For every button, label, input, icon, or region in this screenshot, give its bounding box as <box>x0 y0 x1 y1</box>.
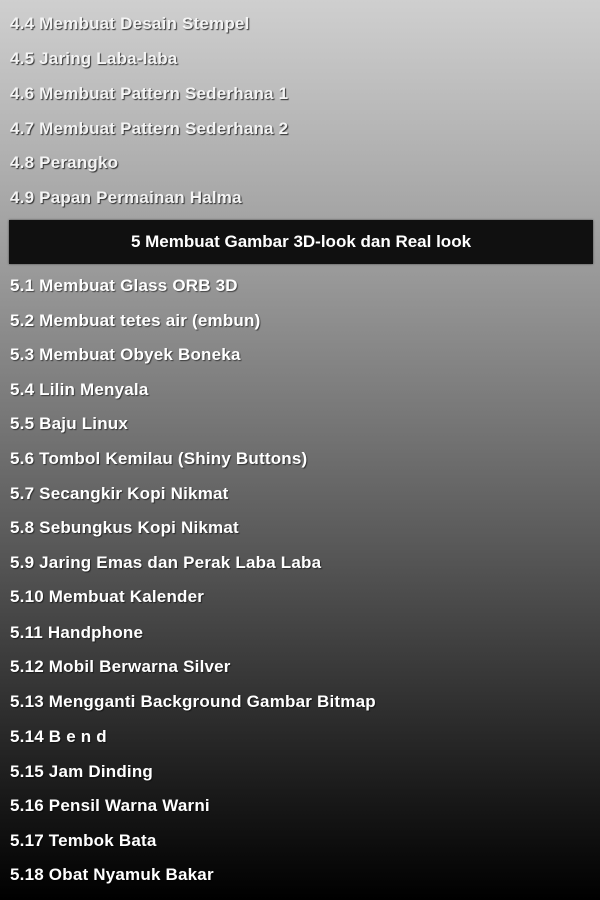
list-item-5-4[interactable]: 5.4 Lilin Menyala <box>10 380 149 399</box>
list-item-5-3[interactable]: 5.3 Membuat Obyek Boneka <box>10 345 241 364</box>
list-item-4-6[interactable]: 4.6 Membuat Pattern Sederhana 1 <box>10 84 289 103</box>
list-item-5-7[interactable]: 5.7 Secangkir Kopi Nikmat <box>10 484 229 503</box>
list-item-5-16[interactable]: 5.16 Pensil Warna Warni <box>10 796 210 815</box>
list-item-5-1[interactable]: 5.1 Membuat Glass ORB 3D <box>10 276 238 295</box>
list-item-5-17[interactable]: 5.17 Tembok Bata <box>10 831 157 850</box>
list-item-5-5[interactable]: 5.5 Baju Linux <box>10 414 129 433</box>
list-item-5-14[interactable]: 5.14 B e n d <box>10 727 107 746</box>
list-item-4-8[interactable]: 4.8 Perangko <box>10 153 119 172</box>
list-item-5-10[interactable]: 5.10 Membuat Kalender <box>10 587 205 606</box>
list-item-4-4[interactable]: 4.4 Membuat Desain Stempel <box>10 14 250 33</box>
list-item-5-9[interactable]: 5.9 Jaring Emas dan Perak Laba Laba <box>10 553 322 572</box>
list-item-5-18[interactable]: 5.18 Obat Nyamuk Bakar <box>10 865 214 884</box>
list-item-5-15[interactable]: 5.15 Jam Dinding <box>10 762 154 781</box>
list-item-4-5[interactable]: 4.5 Jaring Laba-laba <box>10 49 178 68</box>
list-item-5-8[interactable]: 5.8 Sebungkus Kopi Nikmat <box>10 518 239 537</box>
list-item-5-13[interactable]: 5.13 Mengganti Background Gambar Bitmap <box>10 692 376 711</box>
list-item-4-9[interactable]: 4.9 Papan Permainan Halma <box>10 188 242 207</box>
section-header-chapter-5[interactable]: 5 Membuat Gambar 3D-look dan Real look <box>9 220 593 264</box>
list-item-5-2[interactable]: 5.2 Membuat tetes air (embun) <box>10 311 261 330</box>
list-item-5-11[interactable]: 5.11 Handphone <box>10 623 144 642</box>
list-item-5-12[interactable]: 5.12 Mobil Berwarna Silver <box>10 657 231 676</box>
list-item-4-7[interactable]: 4.7 Membuat Pattern Sederhana 2 <box>10 119 289 138</box>
list-item-5-6[interactable]: 5.6 Tombol Kemilau (Shiny Buttons) <box>10 449 308 468</box>
